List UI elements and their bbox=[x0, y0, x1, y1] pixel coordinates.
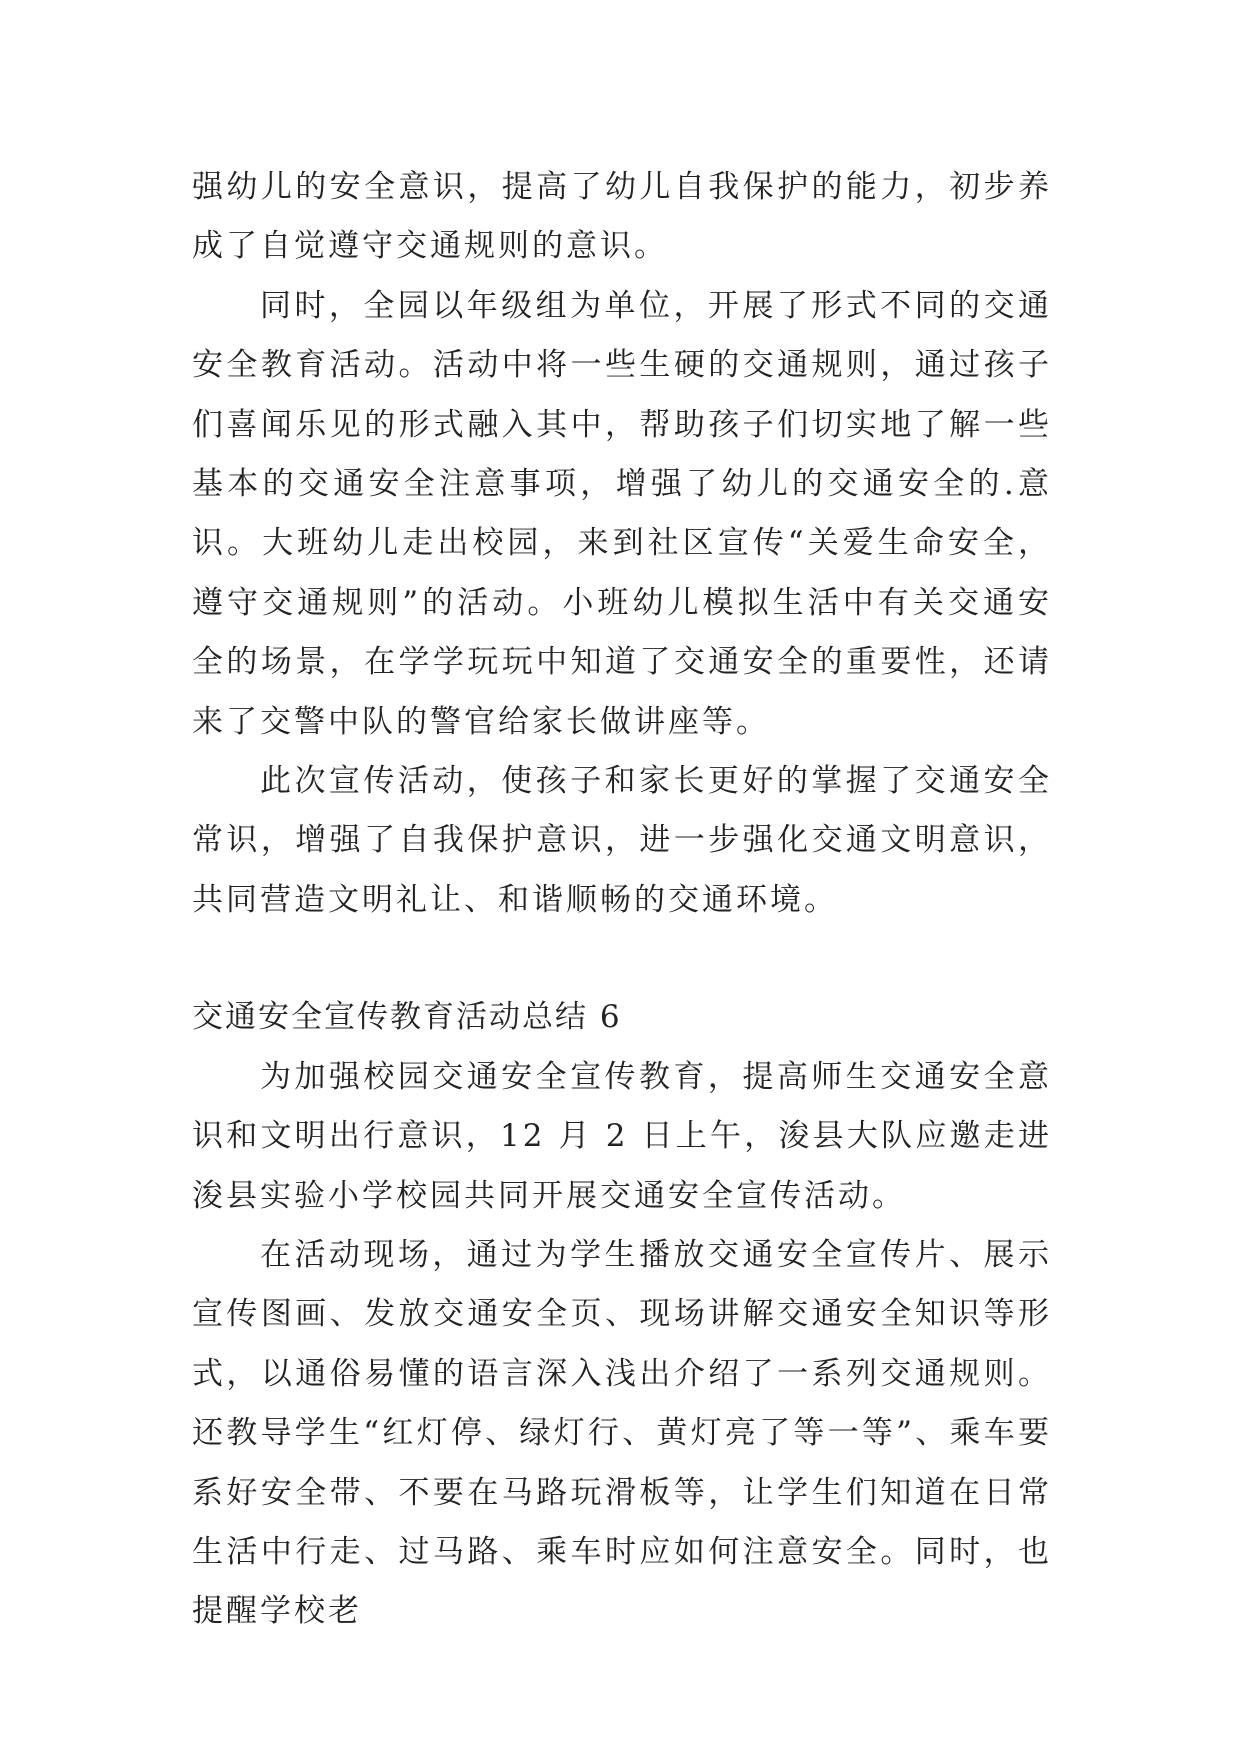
paragraph: 此次宣传活动，使孩子和家长更好的掌握了交通安全常识，增强了自我保护意识，进一步强化交通文明意识，共同营造文明礼让、和谐顺畅的交通环境。 bbox=[192, 763, 1052, 918]
paragraph: 为加强校园交通安全宣传教育，提高师生交通安全意识和文明出行意识，12 月 2 日上午，浚县大队应邀走进浚县实验小学校园共同开展交通安全宣传活动。 bbox=[192, 1058, 1052, 1214]
section-heading: 交通安全宣传教育活动总结 6 bbox=[192, 999, 622, 1036]
paragraph: 强幼儿的安全意识，提高了幼儿自我保护的能力，初步养成了自觉遵守交通规则的意识。 bbox=[192, 169, 1052, 265]
document-body bbox=[192, 158, 1052, 1642]
paragraph: 同时，全园以年级组为单位，开展了形式不同的交通安全教育活动。活动中将一些生硬的交通规则，通过孩子们喜闻乐见的形式融入其中，帮助孩子们切实地了解一些基本的交通安全注意事项，增强了幼儿的交通安全的.意识。大班幼儿走出校园，来到社区宣传“关爱生命安全，遵守交通规则”的活动。小班幼儿模拟生活中有关交通安全的场景，在学学玩玩中知道了交通安全的重要性，还请来了交警中队的警官给家长做讲座等。 bbox=[192, 287, 1052, 740]
paragraph: 在活动现场，通过为学生播放交通安全宣传片、展示宣传图画、发放交通安全页、现场讲解交通安全知识等形式，以通俗易懂的语言深入浅出介绍了一系列交通规则。还教导学生“红灯停、绿灯行、黄灯亮了等一等”、乘车要系好安全带、不要在马路玩滑板等，让学生们知道在日常生活中行走、过马路、乘车时应如何注意安全。同时，也提醒学校老 bbox=[192, 1236, 1052, 1630]
